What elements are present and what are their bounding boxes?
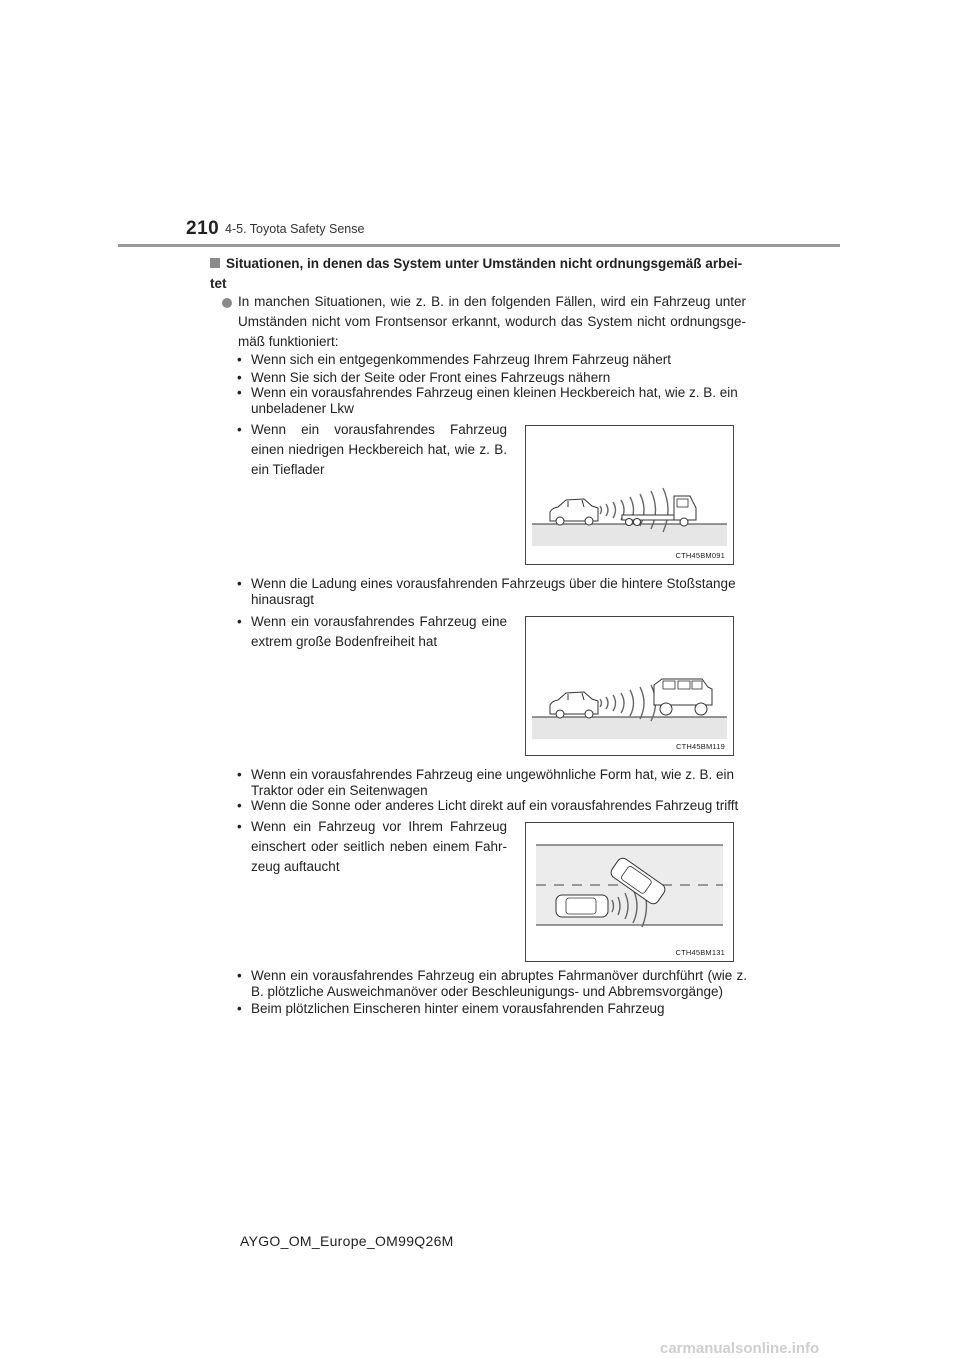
figure-high-clearance bbox=[525, 616, 734, 756]
cut-in-illustration bbox=[526, 823, 733, 961]
list-item: • Wenn ein vorausfahrendes Fahrzeug ein abruptes Fahrmanöver durchführt (wie z. B. plötzliche Ausweichmanöver oder Beschleunigungs- und Abbremsvorgänge) bbox=[237, 968, 747, 999]
high-clearance-illustration bbox=[526, 617, 733, 755]
list-item: • Wenn sich ein entgegenkommendes Fahrzeug Ihrem Fahrzeug nähert bbox=[237, 352, 671, 367]
intro-text: In manchen Situationen, wie z. B. in den folgenden Fällen, wird ein Fahrzeug unter Umständen nicht vom Frontsensor erkannt, wodurch das System nicht ordnungsge-mäß funktioniert: bbox=[238, 294, 746, 349]
list-item: • Wenn ein vorausfahrendes Fahrzeug einen kleinen Heckbereich hat, wie z. B. ein unbeladener Lkw bbox=[237, 385, 738, 416]
heading-text: Situationen, in denen das System unter Umständen nicht ordnungsgemäß arbei-tet bbox=[210, 256, 743, 291]
list-item: • Wenn die Sonne oder anderes Licht direkt auf ein vorausfahrendes Fahrzeug trifft bbox=[237, 798, 739, 813]
figure-code: CTH45BM131 bbox=[675, 948, 725, 957]
figure-cut-in-vehicle bbox=[525, 822, 734, 962]
figure-lowbed-trailer bbox=[525, 425, 734, 565]
list-item: • Beim plötzlichen Einscheren hinter einem vorausfahrenden Fahrzeug bbox=[237, 1001, 665, 1016]
lowbed-trailer-illustration bbox=[526, 426, 733, 564]
list-item: • Wenn ein vorausfahrendes Fahrzeug eine ungewöhnliche Form hat, wie z. B. ein Traktor oder ein Seitenwagen bbox=[237, 767, 735, 798]
list-item: • Wenn Sie sich der Seite oder Front eines Fahrzeugs nähern bbox=[237, 370, 611, 385]
figure-code: CTH45BM119 bbox=[676, 742, 725, 751]
watermark: carmanualsonline.info bbox=[660, 1340, 820, 1357]
list-item: • Wenn ein vorausfahrendes Fahrzeug eine extrem große Bodenfreiheit hat bbox=[237, 614, 507, 649]
list-item: • Wenn die Ladung eines vorausfahrenden Fahrzeugs über die hintere Stoßstange hinausragt bbox=[237, 576, 736, 607]
document-code: AYGO_OM_Europe_OM99Q26M bbox=[240, 1233, 454, 1249]
header-divider bbox=[118, 244, 840, 247]
section-title: 4-5. Toyota Safety Sense bbox=[225, 222, 365, 236]
page-number: 210 bbox=[186, 218, 220, 239]
list-item: • Wenn ein vorausfahrendes Fahrzeug einen niedrigen Heckbereich hat, wie z. B. ein Tieflader bbox=[237, 422, 507, 477]
figure-code: CTH45BM091 bbox=[675, 551, 725, 560]
list-item: • Wenn ein Fahrzeug vor Ihrem Fahrzeug einschert oder seitlich neben einem Fahr-zeug auftaucht bbox=[237, 819, 507, 874]
circle-bullet-icon bbox=[222, 298, 232, 308]
intro-paragraph bbox=[222, 292, 746, 352]
square-bullet-icon bbox=[210, 258, 220, 268]
section-heading bbox=[210, 254, 750, 294]
